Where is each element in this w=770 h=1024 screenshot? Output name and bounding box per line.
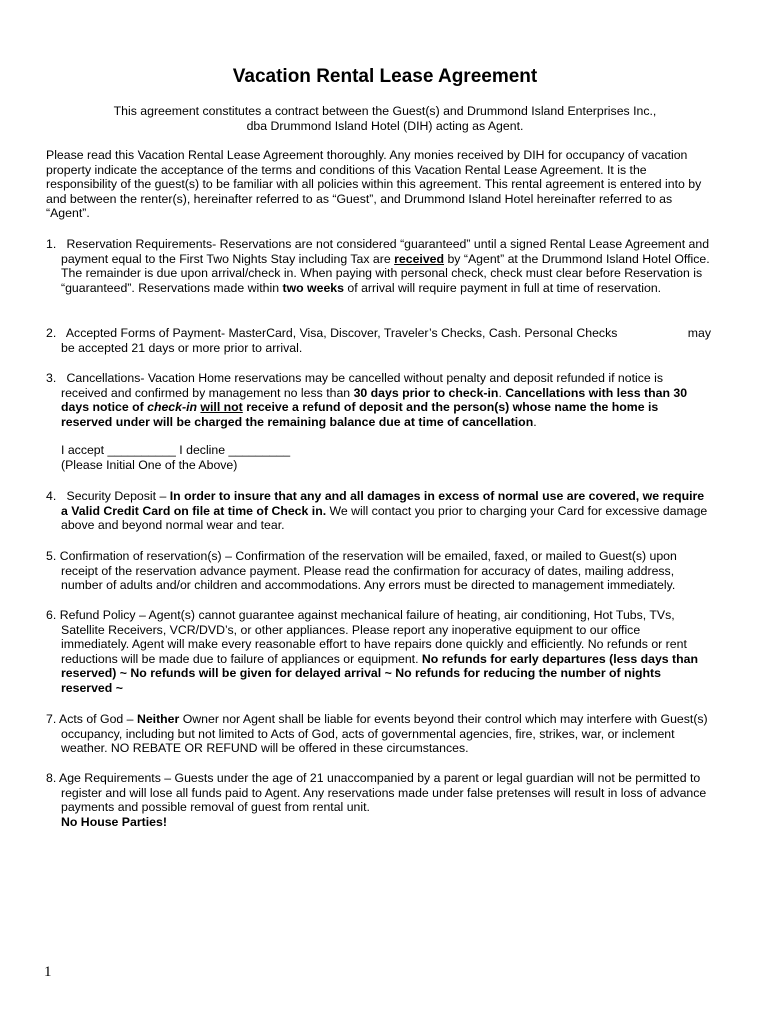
- section-text: .: [498, 385, 506, 400]
- section-7: [46, 712, 711, 756]
- section-text: Cancellations- Vacation Home reservations may be cancelled without penalty and deposit refunded if notice is received and confirmed by management no less than: [61, 371, 664, 400]
- section-number: 6.: [46, 608, 57, 622]
- section-number: 5.: [46, 549, 57, 563]
- preamble: Please read this Vacation Rental Lease Agreement thoroughly. Any monies received by DIH for occupancy of vacation property indicate the acceptance of the terms and conditions of this Vacation Rental Lease Agreement. It is the responsibility of the guest(s) to be familiar with all policies within this agreement. This rental agreement is entered into by and between the renter(s), hereinafter referred to as “Guest”, and Drummond Island Hotel hereinafter referred to as “Agent”.: [46, 148, 702, 221]
- emphasis-refund: receive a refund of deposit and the person(s) whose name the home is reserved under will be charged the remaining balance due at time of cancellation: [61, 400, 659, 429]
- no-house-parties: No House Parties!: [61, 814, 167, 829]
- section-4: [46, 489, 711, 533]
- section-5: [46, 549, 711, 593]
- emphasis-no-refunds: No refunds for early departures (less days than reserved) ~ No refunds will be given for delayed arrival ~ No refunds for reducing the number of nights reserved ~: [61, 651, 699, 695]
- page-number: 1: [44, 964, 52, 980]
- emphasis-two-weeks: two weeks: [282, 280, 344, 295]
- section-1: [46, 237, 711, 295]
- section-text: .: [533, 414, 537, 429]
- emphasis-received: received: [394, 251, 445, 266]
- intro: [0, 104, 770, 133]
- section-3: [46, 371, 711, 473]
- section-8: [46, 771, 711, 829]
- emphasis-neither: Neither: [136, 712, 180, 726]
- section-text: Security Deposit –: [66, 489, 170, 503]
- initial-instructions: (Please Initial One of the Above): [61, 457, 238, 472]
- section-text: by “Agent” at the Drummond Island Hotel Office. The remainder is due upon arrival/check in. When paying with personal check, check must clear before Reservation is “guaranteed”. Reservations made within: [61, 251, 710, 295]
- page-title: Vacation Rental Lease Agreement: [232, 66, 538, 87]
- section-text-may: may: [687, 326, 711, 340]
- section-6: [46, 608, 711, 696]
- emphasis-will-not: will not: [200, 400, 243, 415]
- section-text: We will contact you prior to charging your Card for excessive damage above and beyond normal wear and tear.: [61, 503, 708, 533]
- emphasis-credit-card: In order to insure that any and all damages in excess of normal use are covered, we require a Valid Credit Card on file at time of Check in.: [61, 489, 705, 518]
- section-number: 1.: [46, 237, 57, 251]
- section-number: 3.: [46, 371, 57, 385]
- accept-decline-line[interactable]: I accept __________ I decline _________: [61, 443, 291, 458]
- section-number: 7.: [46, 712, 57, 726]
- section-text: Age Requirements – Guests under the age of 21 unaccompanied by a parent or legal guardian will not be permitted to register and will lose all funds paid to Agent. Any reservations made under false pretenses will result in loss of advance payments and possible removal of guest from rental unit.: [59, 771, 707, 815]
- section-text: be accepted 21 days or more prior to arrival.: [61, 340, 303, 355]
- intro-line-2: dba Drummond Island Hotel (DIH) acting as Agent.: [246, 118, 524, 133]
- section-2: [46, 326, 711, 355]
- emphasis-check-in: check-in: [147, 400, 197, 415]
- section-text: of arrival will require payment in full at time of reservation.: [343, 280, 662, 295]
- section-number: 4.: [46, 489, 57, 503]
- section-text: Refund Policy – Agent(s) cannot guarantee against mechanical failure of heating, air conditioning, Hot Tubs, TVs, Satellite Receivers, VCR/DVD’s, or other appliances. Please report any inoperative equipment to our office immediately. Agent will make every reasonable effort to have repairs done quickly and efficiently. No refunds or rent reductions will be made due to failure of appliances or equipment.: [59, 608, 687, 666]
- emphasis-cancellations: Cancellations with less than 30 days notice of: [61, 385, 688, 415]
- intro-line-1: This agreement constitutes a contract between the Guest(s) and Drummond Island Enterprises Inc.,: [113, 104, 657, 118]
- emphasis-30-days: 30 days prior to check-in: [353, 385, 499, 400]
- section-text: Owner nor Agent shall be liable for events beyond their control which may interfere with Guest(s) occupancy, including but not limited to Acts of God, acts of governmental agencies, fire, strikes, war, or inclement weather. NO REBATE OR REFUND will be offered in these circumstances.: [61, 712, 708, 756]
- section-text: Accepted Forms of Payment- MasterCard, Visa, Discover, Traveler’s Checks, Cash. Personal Checks: [65, 326, 618, 340]
- section-number: 8.: [46, 771, 57, 785]
- section-text: Acts of God –: [59, 712, 137, 726]
- section-text: Reservation Requirements- Reservations are not considered “guaranteed” until a signed Rental Lease Agreement and payment equal to the First Two Nights Stay including Tax are: [61, 237, 710, 266]
- section-number: 2.: [46, 326, 57, 340]
- section-text: Confirmation of reservation(s) – Confirmation of the reservation will be emailed, faxed, or mailed to Guest(s) upon receipt of the reservation advance payment. Please read the confirmation for accuracy of dates, mailing address, number of adults and/or children and accommodations. Any errors must be directed to management immediately.: [59, 549, 677, 593]
